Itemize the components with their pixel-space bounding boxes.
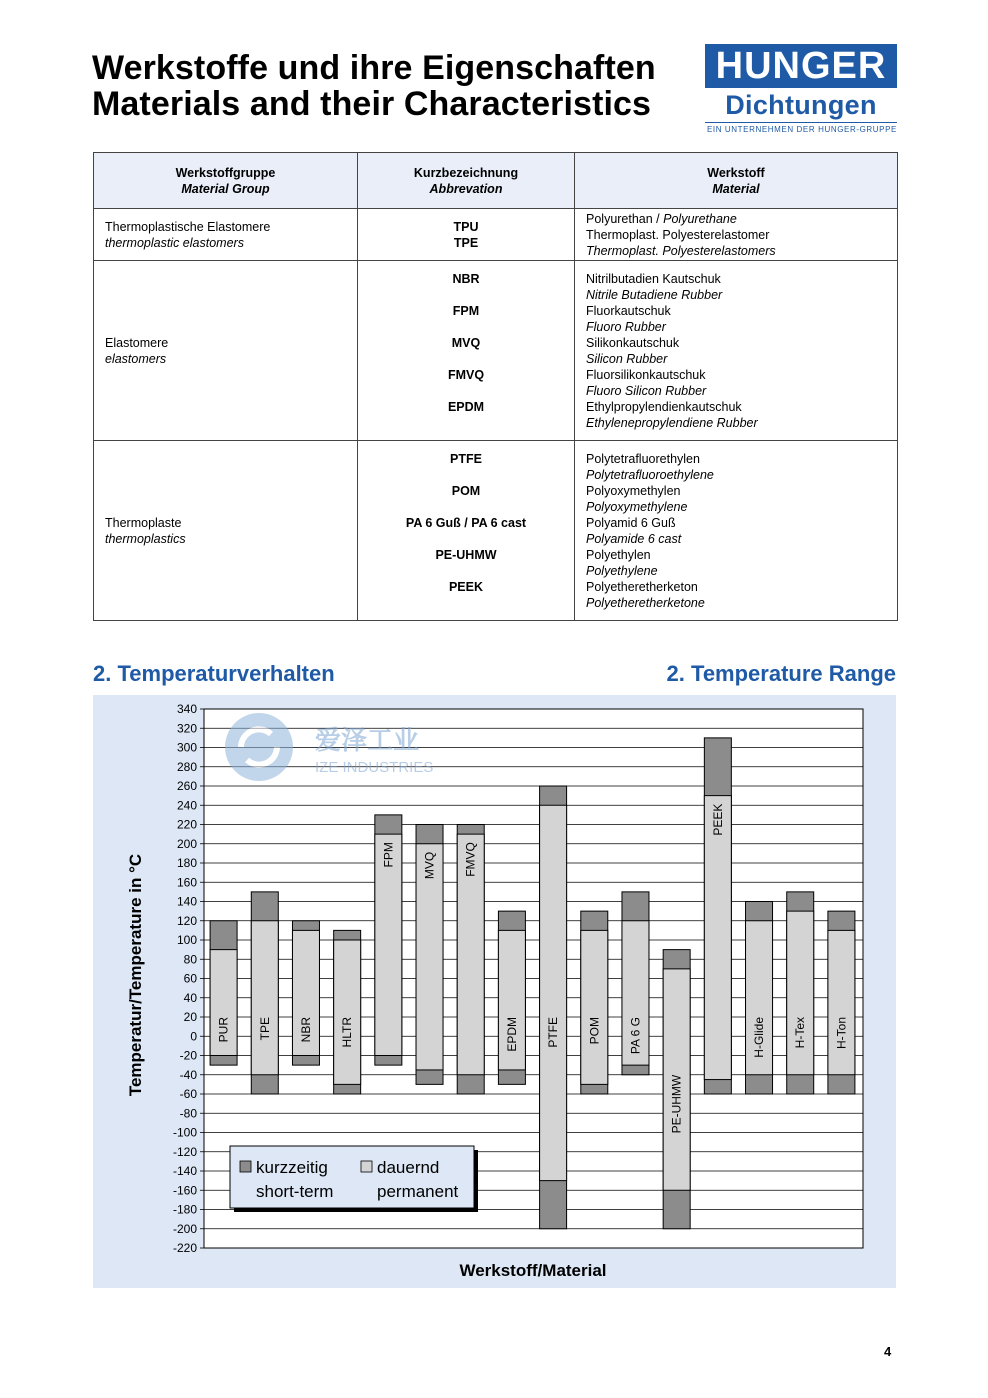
bar-permanent [540, 805, 567, 1180]
y-tick-label: -160 [172, 1183, 197, 1198]
bar-permanent [704, 796, 731, 1080]
material-cell: Polytetrafluorethylen Polytetrafluoroethylene Polyoxymethylen Polyoxymethylene Polyamid 6 Guß Polyamide 6 cast Polyethylen Polyethylene Polyetheretherketon Polyetheretherketone [575, 441, 898, 621]
header-material: Werkstoff Material [575, 153, 898, 209]
group-cell: Elastomere elastomers [94, 261, 358, 441]
section-heading-german: 2. Temperaturverhalten [93, 661, 335, 686]
y-tick-label: 280 [176, 759, 197, 774]
table-row [94, 261, 898, 441]
bar-label: TPE [257, 1017, 272, 1041]
y-tick-label: -200 [172, 1221, 197, 1236]
page-title [92, 50, 656, 122]
bar-label: POM [587, 1017, 602, 1045]
bar-permanent [334, 940, 361, 1084]
y-tick-label: 80 [183, 952, 197, 967]
y-tick-label: 160 [176, 875, 197, 890]
legend-short-term-de: kurzzeitig [256, 1158, 328, 1177]
y-tick-label: 60 [183, 971, 197, 986]
legend-swatch-permanent [361, 1161, 372, 1172]
y-tick-label: 320 [176, 721, 197, 736]
y-tick-label: 140 [176, 894, 197, 909]
bar-label: FPM [381, 842, 396, 868]
y-tick-label: -180 [172, 1202, 197, 1217]
y-tick-label: -120 [172, 1144, 197, 1159]
watermark-en: IZE INDUSTRIES [315, 759, 434, 776]
y-tick-label: 200 [176, 836, 197, 851]
title-german: Werkstoffe und ihre Eigenschaften [92, 49, 656, 87]
legend-permanent-en: permanent [377, 1182, 459, 1201]
bar-label: PE-UHMW [669, 1074, 684, 1134]
title-english: Materials and their Characteristics [92, 85, 652, 123]
x-axis-label: Werkstoff/Material [459, 1261, 607, 1280]
legend-permanent-de: dauernd [377, 1158, 440, 1177]
bar-label: NBR [298, 1017, 313, 1043]
section-heading-english: 2. Temperature Range [666, 661, 896, 686]
logo-main: HUNGER [705, 44, 897, 88]
y-tick-label: 220 [176, 817, 197, 832]
y-tick-label: -140 [172, 1164, 197, 1178]
bar-label: PTFE [546, 1017, 561, 1048]
bar-label: HLTR [340, 1017, 355, 1048]
y-tick-label: -60 [179, 1087, 197, 1101]
y-tick-label: 240 [176, 798, 197, 813]
bar-label: H-Tex [793, 1017, 808, 1049]
table-row [94, 441, 898, 621]
materials-table [93, 152, 898, 621]
y-tick-label: 120 [176, 913, 197, 928]
temperature-chart [93, 695, 896, 1288]
y-axis-label: Temperatur/Temperature in °C [126, 853, 145, 1097]
abbr-cell: PTFE POM PA 6 Guß / PA 6 cast PE-UHMW PEEK [358, 441, 575, 621]
y-tick-label: 260 [176, 779, 197, 793]
bar-label: H-Glide [752, 1017, 767, 1058]
bar-permanent [581, 930, 608, 1084]
header-material-group: Werkstoffgruppe Material Group [94, 153, 358, 209]
group-cell: Thermoplaste thermoplastics [94, 441, 358, 621]
header-abbreviation: Kurzbezeichnung Abbrevation [358, 153, 575, 209]
y-tick-label: -40 [179, 1067, 197, 1082]
bar-label: MVQ [422, 851, 437, 880]
logo-tagline: EIN UNTERNEHMEN DER HUNGER-GRUPPE [706, 125, 897, 134]
legend-short-term-en: short-term [256, 1182, 334, 1201]
y-tick-label: 180 [176, 856, 197, 870]
bar-permanent [828, 930, 855, 1074]
y-tick-label: -100 [172, 1125, 197, 1140]
y-tick-label: 0 [190, 1029, 197, 1044]
bar-label: H-Ton [834, 1017, 849, 1050]
page-number: 4 [884, 1344, 892, 1359]
y-tick-label: 340 [176, 702, 197, 716]
y-tick-label: -80 [179, 1106, 197, 1121]
bar-label: PUR [216, 1017, 231, 1043]
chart-legend [230, 1146, 478, 1212]
table-row [94, 209, 898, 261]
y-tick-label: -220 [172, 1241, 197, 1255]
group-cell: Thermoplastische Elastomere thermoplastic elastomers [94, 209, 358, 261]
bar-permanent [787, 911, 814, 1075]
material-cell: Nitrilbutadien Kautschuk Nitrile Butadiene Rubber Fluorkautschuk Fluoro Rubber Silikonkautschuk Silicon Rubber Fluorsilikonkautschuk Fluoro Silicon Rubber Ethylpropylendienkautschuk Ethylenepropylendiene Rubber [575, 261, 898, 441]
bar-label: FMVQ [463, 842, 478, 877]
y-tick-label: 20 [183, 1010, 197, 1024]
watermark-logo-icon [225, 713, 293, 781]
table-header-row [94, 153, 898, 209]
watermark-cn: 爱泽工业 [315, 726, 420, 756]
bar-label: PA 6 G [628, 1017, 643, 1055]
logo-divider [705, 122, 897, 123]
bar-label: PEEK [710, 803, 725, 836]
material-cell: Polyurethan / Polyurethane Thermoplast. Polyesterelastomer Thermoplast. Polyesterelastomers [575, 209, 898, 261]
y-tick-label: -20 [179, 1048, 197, 1063]
hunger-logo [705, 44, 897, 134]
bar-label: EPDM [504, 1017, 519, 1052]
abbr-cell: NBR FPM MVQ FMVQ EPDM [358, 261, 575, 441]
bar-permanent [251, 921, 278, 1075]
y-tick-label: 100 [176, 933, 197, 947]
abbr-cell: TPU TPE [358, 209, 575, 261]
y-tick-label: 300 [176, 740, 197, 755]
logo-sub: Dichtungen [725, 90, 877, 120]
y-tick-label: 40 [183, 990, 197, 1005]
legend-swatch-short-term [240, 1161, 251, 1172]
